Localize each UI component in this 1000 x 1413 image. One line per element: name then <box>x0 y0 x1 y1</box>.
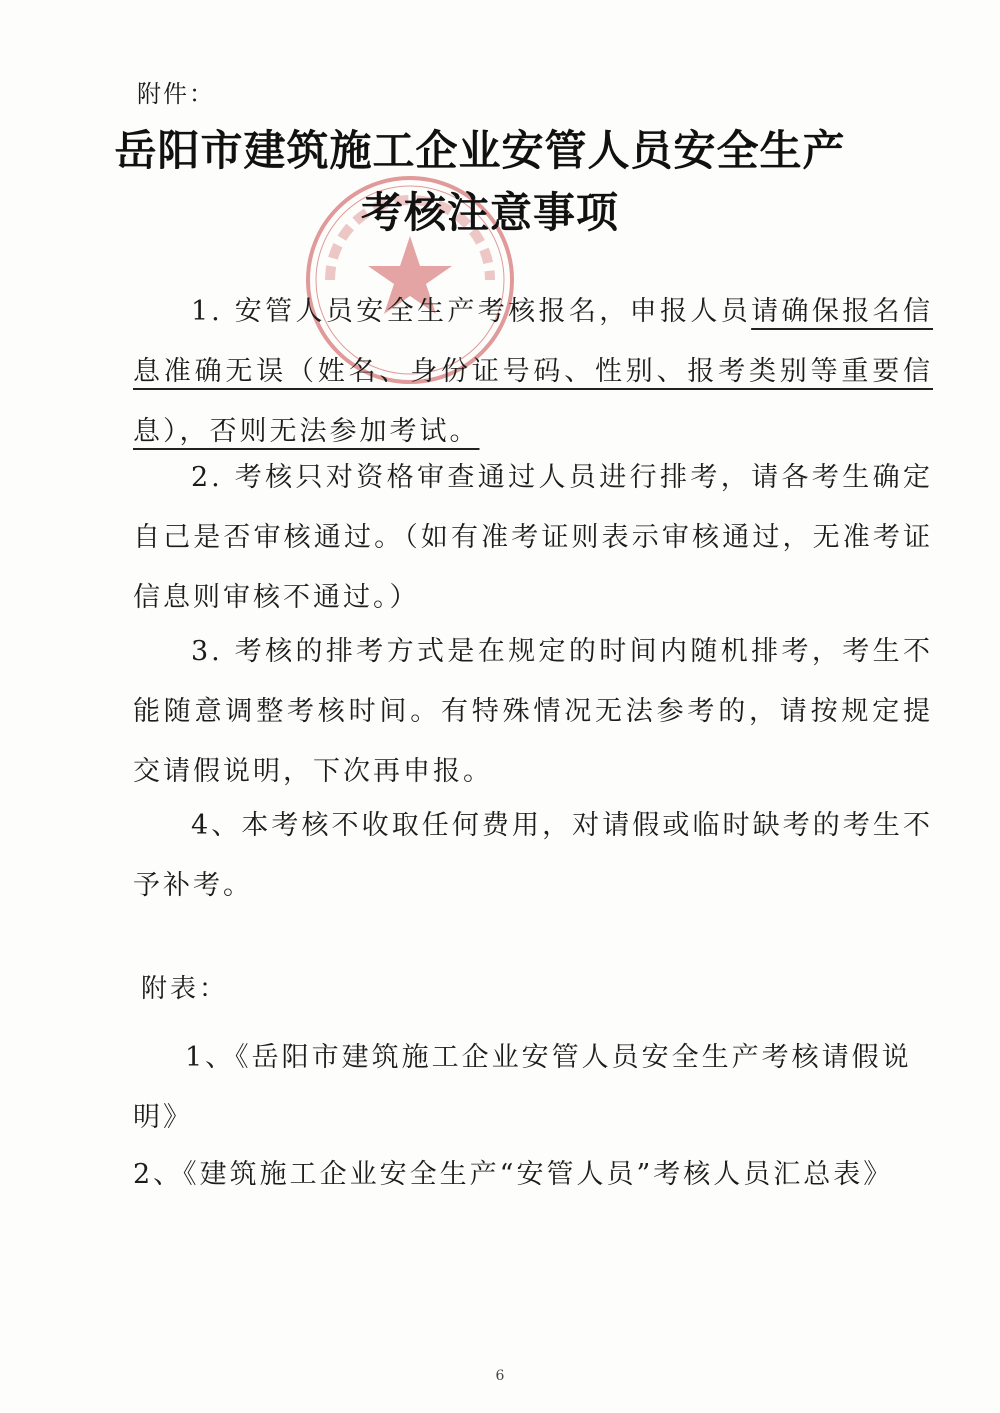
appendix-item-1-text: 1、《岳阳市建筑施工企业安管人员安全生产考核请假说明》 <box>133 1042 912 1133</box>
document-title-line-1: 岳阳市建筑施工企业安管人员安全生产 <box>114 126 846 175</box>
notice-item-3 <box>133 622 933 802</box>
notice-item-2-text: 2. 考核只对资格审查通过人员进行排考，请各考生确定自己是否审核通过。（如有准考证则表示审核通过，无准考证信息则审核不通过。） <box>133 462 933 613</box>
notice-item-2 <box>133 448 933 628</box>
appendix-item-2 <box>133 1085 933 1205</box>
attachment-label: 附件： <box>137 80 215 108</box>
notice-item-3-text: 3. 考核的排考方式是在规定的时间内随机排考，考生不能随意调整考核时间。有特殊情况无法参考的，请按规定提交请假说明，下次再申报。 <box>133 636 933 787</box>
page-number: 6 <box>495 1368 505 1384</box>
notice-item-1 <box>133 282 933 462</box>
notice-item-4-text: 4、本考核不收取任何费用，对请假或临时缺考的考生不予补考。 <box>133 810 933 901</box>
document-title-line-2: 考核注意事项 <box>360 188 619 237</box>
notice-item-4 <box>133 796 933 916</box>
notice-item-1-text: 1. 安管人员安全生产考核报名，申报人员 <box>191 296 752 327</box>
appendix-item-2-text: 2、《建筑施工企业安全生产“安管人员”考核人员汇总表》 <box>133 1159 894 1190</box>
appendix-label: 附表： <box>141 974 229 1004</box>
notice-item-1-underlined: 请确保报名信息准确无误（姓名、身份证号码、性别、报考类别等重要信息），否则无法参加考试。 <box>133 296 934 447</box>
